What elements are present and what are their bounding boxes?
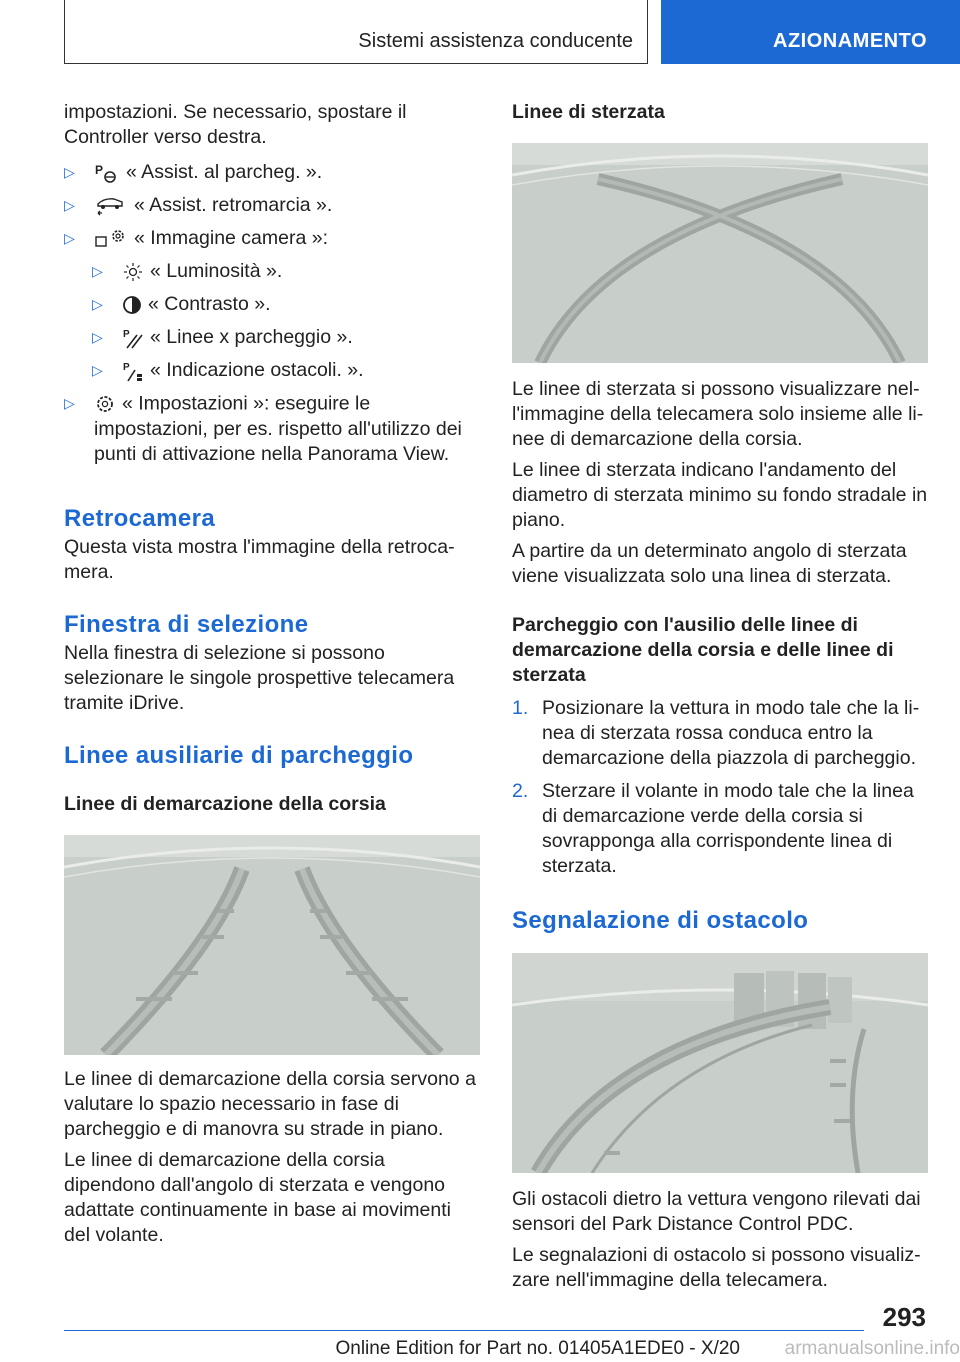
bullet-assist-retromarcia bbox=[64, 193, 480, 218]
reverse-assist-icon bbox=[94, 193, 128, 218]
bullet-impostazioni bbox=[64, 391, 480, 467]
triangle-icon: ▷ bbox=[64, 197, 75, 213]
subbullet-indicazione-ostacoli bbox=[92, 358, 480, 383]
heading-retrocamera: Retrocamera bbox=[64, 504, 216, 532]
page-number: 293 bbox=[882, 1302, 926, 1332]
bullet-text: « Luminosità ». bbox=[150, 260, 283, 282]
heading-linee-demarcazione: Linee di demarcazione della corsia bbox=[64, 792, 386, 815]
text-sterzata-3: A partire da un determinato angolo di sterzata viene visualizzata solo una linea di sterzata. bbox=[512, 540, 907, 587]
heading-finestra-selezione: Finestra di selezione bbox=[64, 610, 309, 638]
step-1 bbox=[512, 696, 928, 771]
watermark: armanualsonline.info bbox=[784, 1338, 960, 1359]
triangle-icon: ▷ bbox=[64, 395, 75, 411]
text-sterzata-1: Le linee di sterzata si possono visualizzare nell'immagine della telecamera solo insieme alle linee di demarcazione della corsia. bbox=[512, 378, 924, 450]
brightness-icon bbox=[122, 259, 144, 284]
bullet-text: « Assist. al parcheg. ». bbox=[126, 161, 323, 183]
parking-lines-icon bbox=[122, 325, 144, 350]
bullet-text: « Contrasto ». bbox=[148, 293, 271, 315]
intro-text: impostazioni. Se necessario, spostare il Controller verso destra. bbox=[64, 101, 407, 148]
left-column bbox=[64, 100, 480, 1248]
lane-lines-figure bbox=[64, 835, 480, 1055]
text-demarcazione-1: Le linee di demarcazione della corsia servono a valutare lo spazio necessario in fase di parcheggio e di manovra su strade in piano. bbox=[64, 1067, 476, 1140]
text-retrocamera: Questa vista mostra l'immagine della retrocamera. bbox=[64, 535, 455, 583]
footer-edition: Online Edition for Part no. 01405A1EDE0 - X/20 bbox=[335, 1338, 740, 1359]
step-number: 1. bbox=[512, 697, 529, 719]
bullet-text: « Impostazioni »: eseguire le impostazioni, per es. rispetto all'utilizzo dei punti di attivazione nella Panorama View. bbox=[94, 392, 462, 465]
subbullet-luminosita bbox=[92, 259, 480, 284]
triangle-icon: ▷ bbox=[92, 329, 103, 345]
bullet-text: « Indicazione ostacoli. ». bbox=[150, 359, 364, 381]
heading-segnalazione-ostacolo: Segnalazione di ostacolo bbox=[512, 907, 809, 934]
obstacle-figure bbox=[512, 953, 928, 1173]
camera-settings-icon bbox=[94, 226, 128, 251]
heading-parcheggio-ausilio: Parcheggio con l'ausilio delle linee di demarcazione della corsia e delle linee di sterzata bbox=[512, 614, 894, 686]
bullet-assist-parcheggio bbox=[64, 160, 480, 185]
svg-text:P: P bbox=[95, 162, 104, 177]
header-chapter-box bbox=[661, 0, 960, 64]
triangle-icon: ▷ bbox=[64, 164, 75, 180]
subbullet-contrasto bbox=[92, 292, 480, 317]
bullet-text: « Assist. retromarcia ». bbox=[134, 194, 333, 216]
right-column bbox=[512, 100, 928, 1293]
triangle-icon: ▷ bbox=[92, 263, 103, 279]
header-chapter-title: AZIONAMENTO bbox=[773, 30, 928, 52]
header-section-box bbox=[64, 0, 648, 64]
step-text: Posizionare la vettura in modo tale che la linea di sterzata rossa conduca entro la demarcazione della piazzola di parcheggio. bbox=[542, 697, 920, 769]
footer-rule bbox=[64, 1330, 864, 1331]
svg-text:P: P bbox=[123, 361, 130, 373]
header-section-title: Sistemi assistenza conducente bbox=[358, 30, 633, 52]
steering-lines-figure bbox=[512, 143, 928, 363]
triangle-icon: ▷ bbox=[92, 296, 103, 312]
text-ostacolo-1: Gli ostacoli dietro la vettura vengono rilevati dai sensori del Park Distance Control PDC. bbox=[512, 1188, 921, 1235]
contrast-icon bbox=[122, 292, 142, 317]
step-text: Sterzare il volante in modo tale che la linea di demarcazione verde della corsia si sovrapponga alla corrispondente linea di sterzata. bbox=[542, 780, 914, 877]
parking-assist-icon bbox=[94, 160, 120, 185]
svg-text:P: P bbox=[123, 328, 130, 340]
step-2 bbox=[512, 779, 928, 879]
obstacle-indicator-icon bbox=[122, 358, 144, 383]
bullet-immagine-camera bbox=[64, 226, 480, 251]
heading-linee-sterzata: Linee di sterzata bbox=[512, 101, 665, 123]
step-number: 2. bbox=[512, 780, 529, 802]
triangle-icon: ▷ bbox=[92, 362, 103, 378]
bullet-text: « Immagine camera »: bbox=[134, 227, 329, 249]
text-ostacolo-2: Le segnalazioni di ostacolo si possono visualizzare nell'immagine della telecamera. bbox=[512, 1244, 921, 1291]
subbullet-linee-parcheggio bbox=[92, 325, 480, 350]
bullet-text: « Linee x parcheggio ». bbox=[150, 326, 353, 348]
text-finestra-selezione: Nella finestra di selezione si possono selezionare le singole prospettive telecamera tramite iDrive. bbox=[64, 641, 455, 714]
text-sterzata-2: Le linee di sterzata indicano l'andamento del diametro di sterzata minimo su fondo stradale in piano. bbox=[512, 459, 928, 531]
text-demarcazione-2: Le linee di demarcazione della corsia dipendono dall'angolo di sterzata e vengono adattate continuamente in base ai movimenti del volante. bbox=[64, 1148, 451, 1246]
heading-linee-ausiliarie: Linee ausiliarie di parcheggio bbox=[64, 741, 414, 769]
settings-gear-icon bbox=[94, 391, 116, 416]
triangle-icon: ▷ bbox=[64, 230, 75, 246]
